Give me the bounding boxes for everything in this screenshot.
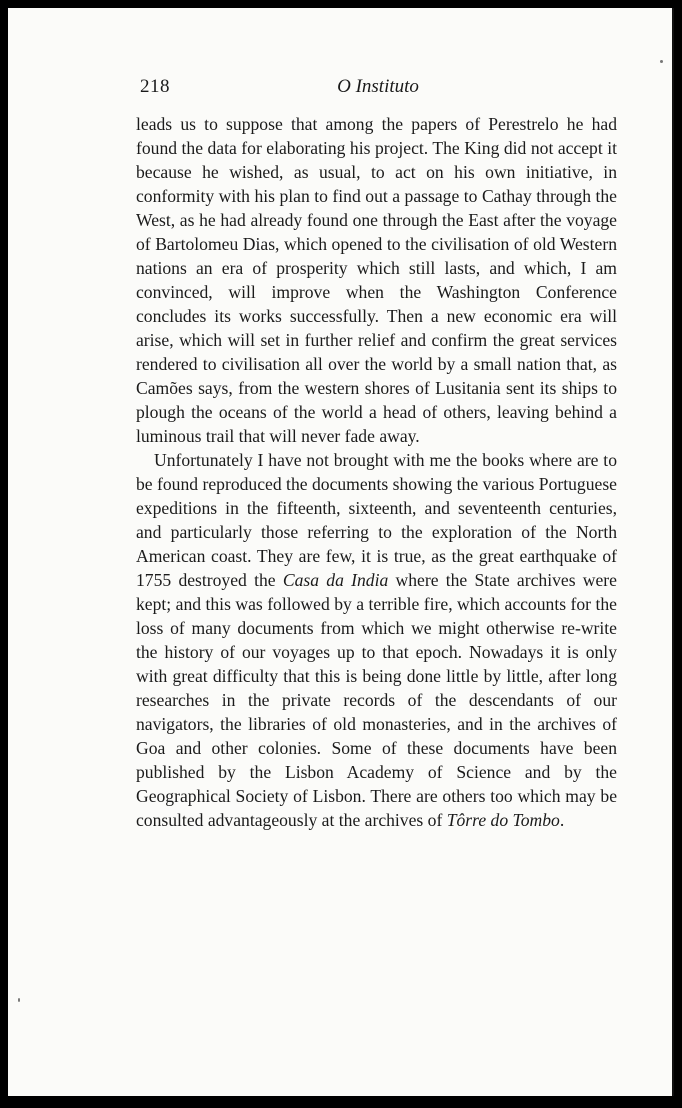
italic-casa-da-india: Casa da India bbox=[282, 570, 389, 590]
paragraph-2 bbox=[136, 448, 617, 832]
paragraph-1-text: leads us to suppose that among the papers of Perestrelo he had found the data for elaborating his project. The King did not accept it because he wished, as usual, to act on his own initiative, in conformity with his plan to find out a passage to Cathay through the West, as he had already found one through the East after the voyage of Bartolomeu Dias, which opened to the civilisation of old Western nations an era of prosperity which still lasts, and which, I am convinced, will improve when the Washington Conference concludes its works successfully. Then a new economic era will arise, which will set in further relief and confirm the great services rendered to civilisation all over the world by a small nation that, as Camões says, from the western shores of Lusitania sent its ships to plough the oceans of the world a head of others, leaving behind a luminous trail that will never fade away. bbox=[136, 114, 617, 446]
paragraph-2-text-b: where the State archives were kept; and this was followed by a terrible fire, which accounts for the loss of many documents from which we might otherwise re-write the history of our voyages up to that epoch. Nowadays it is only with great difficulty that this is being done little by little, after long researches in the private records of the descendants of our navigators, the libraries of old monasteries, and in the archives of Goa and other colonies. Some of these documents have been published by the Lisbon Academy of Science and by the Geographical Society of Lisbon. There are others too which may be consulted advantageously at the archives of bbox=[136, 570, 617, 830]
page-header bbox=[140, 76, 616, 100]
paragraph-2-text-a: Unfortunately I have not brought with me the books where are to be found reproduced the documents showing the various Portuguese expeditions in the fifteenth, sixteenth, and seventeenth centuries, and particularly those referring to the exploration of the North American coast. They are few, it is true, as the great earthquake of 1755 destroyed the bbox=[136, 450, 617, 590]
page-number: 218 bbox=[140, 76, 170, 97]
paper-speck bbox=[660, 60, 663, 63]
book-page bbox=[8, 8, 674, 1096]
paragraph-1 bbox=[136, 112, 617, 448]
paragraph-2-text-c: . bbox=[559, 810, 565, 830]
paper-speck bbox=[18, 998, 20, 1002]
italic-torre-do-tombo: Tôrre do Tombo bbox=[446, 810, 560, 830]
running-title: O Instituto bbox=[337, 76, 419, 97]
body-text bbox=[136, 112, 617, 832]
